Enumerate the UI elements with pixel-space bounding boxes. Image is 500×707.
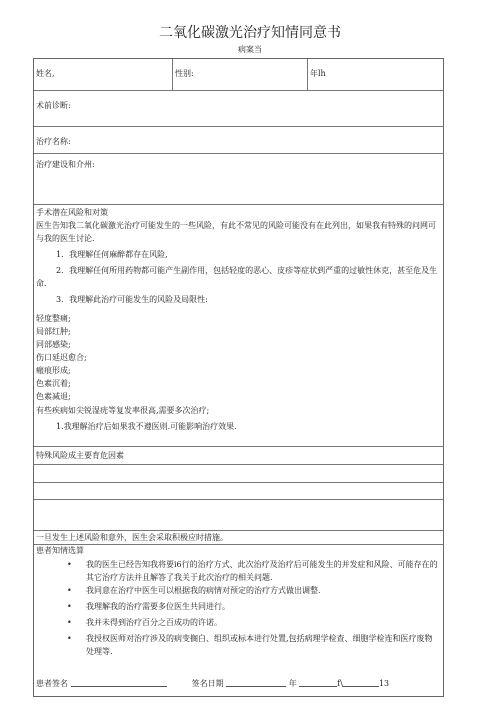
patient-signature-field[interactable] [71,678,167,687]
day-label: 13 [378,679,390,688]
risk-list-item: 局部红肿; [36,327,71,336]
row-divider [34,126,443,127]
risk-list-item: 瘢痕形成; [36,366,71,375]
row-divider [34,544,443,545]
multi-treatment-note: 有些疾病如尖锐湿疣等复发率很高,需要多次治疗; [36,406,210,415]
month-field[interactable] [299,678,337,687]
signature-row [36,678,389,689]
emergency-note: 一旦发生上述风险和意外，医生会采取积极应时措施。 [36,533,228,542]
consent-heading: 患者知情选算 [36,546,84,555]
row-divider [34,499,443,500]
consent-bullet-text: 我授权医师对治疗涉及的病变搁白、组织或标本进行处置,包括病理学检查、细胞学检连和医疗废物处理等. [86,634,433,656]
bullet-icon: • [67,634,72,643]
consent-bullet-text: 我理解我的治疗需要多位医生共同进行。 [86,602,230,611]
bullet-icon: • [67,560,72,569]
row-divider [34,530,443,531]
risk-list-item: 色素减退; [36,392,71,401]
risk-list-item: 同部感染; [36,340,71,349]
row-divider [34,204,443,205]
risk-list-item: 伤口延迟愈合; [36,353,87,362]
row-divider [34,464,443,465]
row-divider [34,90,443,91]
bullet-icon: • [67,602,72,611]
record-number-label: 病案当 [238,45,262,54]
divider [172,59,173,90]
preop-diagnosis-label: 术前诊断: [36,101,71,110]
risk-list-item: 色素沉着; [36,379,71,388]
patient-signature-label: 患者签名 [36,679,68,688]
name-label: 姓名, [36,69,55,78]
treatment-name-label: 治疗名称: [36,137,71,146]
risk-item-1: 1．我理解任何麻醉都存在风险, [56,250,168,259]
consent-form [33,58,444,697]
bullet-icon: • [67,618,72,627]
consent-bullet-text: 我的医生已经告知我将要i6行的治疗方式、此次治疗及治疗后可能发生的并发症和风险、可能存在的其它治疗方法并且解答了我关于此次治疗的相关问题. [86,560,438,582]
signature-date-label: 签名日期 [191,679,224,688]
treatment-advice-label: 治疗建设和介州: [36,160,95,169]
row-divider [34,153,443,154]
risk-list-item: 轻度整痛; [36,314,71,323]
consent-bullet-text: 我同意在治疗中医生可以根据我的病情对预定的治疗方式做出调整. [86,586,321,595]
month-label: f\ [337,679,343,688]
risk-item-3: 3．我理解此治疗可能发生的风险及局限性: [56,295,208,304]
document-title: 二氧化碳激光治疗知情同意书 [159,25,341,41]
row-divider [34,446,443,447]
risk-item-2: 2．我理解任何所用药物都可能产生副作用，包括轻度的恶心、皮疹等症状到严重的过敏性休克，甚至危及生命. [36,266,438,288]
follow-instruction-note: 1.我理解治疗后如果我不遵医则.可能影响治疗效果. [56,422,237,431]
row-divider [34,482,443,483]
risk-heading: 手术潜在风险和对策 [36,208,108,217]
special-risk-label: 特殊风险成主要育危因素 [36,451,124,460]
day-field[interactable] [343,678,379,687]
gender-label: 性别: [175,69,194,78]
year-label: 年 [288,679,297,688]
bullet-icon: • [67,586,72,595]
signature-date-field[interactable] [226,678,286,687]
risk-intro: 医生告知我二氧化碳激光治疗可能发生的一些风险，有此不常见的风险可能没有在此列出，如果我有特殊的问网可与我的医生讨论. [36,221,436,243]
divider [307,59,308,90]
age-label: 年lh [310,69,326,78]
consent-bullet-text: 我并未得到治疗百分之百成功的许诺。 [86,618,222,627]
